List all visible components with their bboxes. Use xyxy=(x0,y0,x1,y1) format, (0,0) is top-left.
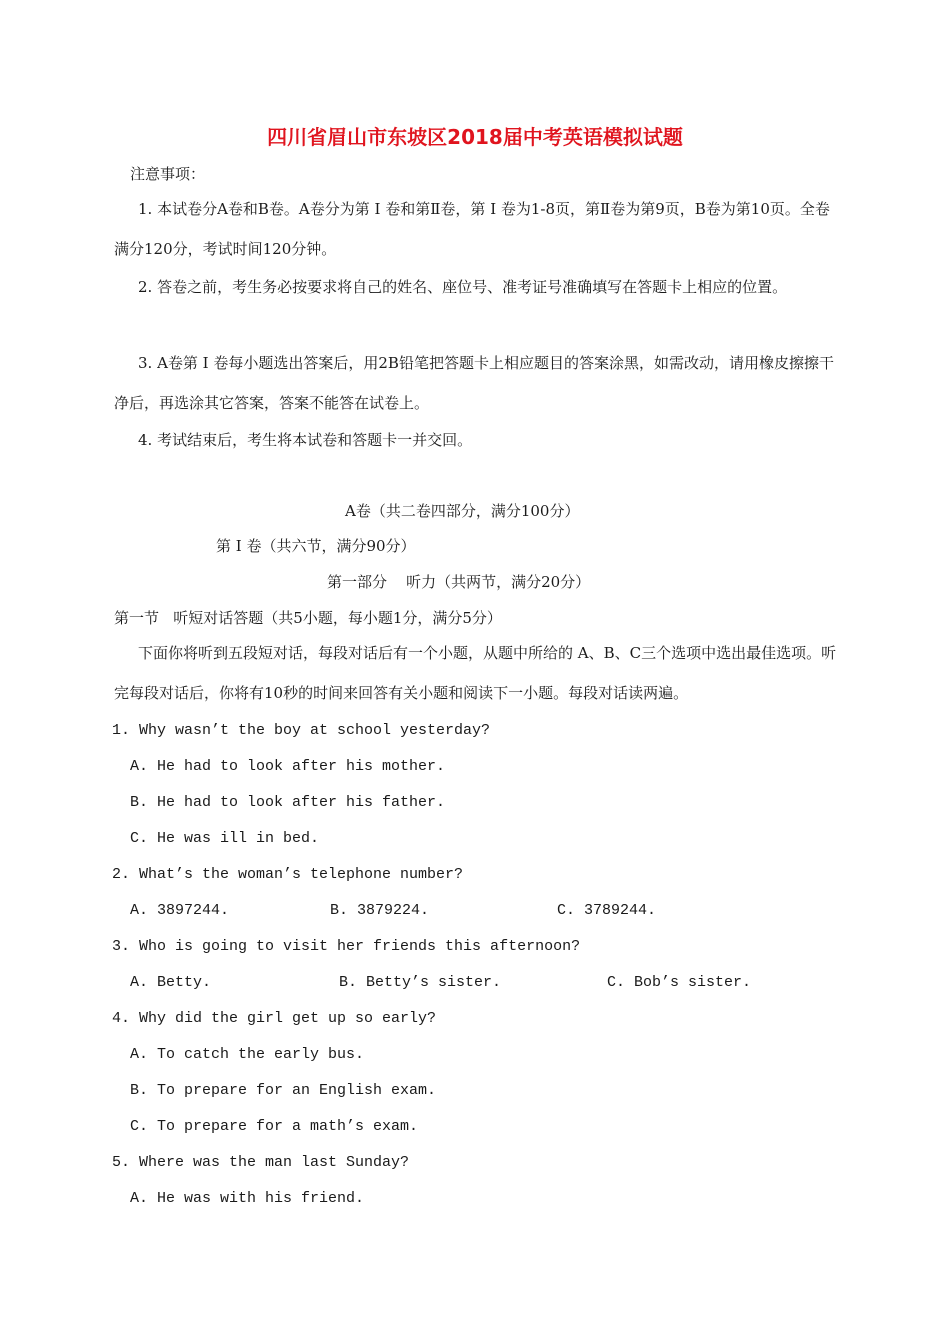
q3-option-b: B. Betty’s sister. xyxy=(339,974,502,991)
section-1-heading: 第一节 听短对话答题（共5小题，每小题1分，满分5分） xyxy=(114,609,502,627)
q1-option-c: C. He was ill in bed. xyxy=(130,830,320,847)
question-3: 3. Who is going to visit her friends this afternoon? xyxy=(112,938,581,955)
notice-heading: 注意事项： xyxy=(130,165,206,183)
q5-option-a: A. He was with his friend. xyxy=(130,1190,365,1207)
q4-option-c: C. To prepare for a math’s exam. xyxy=(130,1118,419,1135)
question-4: 4. Why did the girl get up so early? xyxy=(112,1010,437,1027)
q1-option-a: A. He had to look after his mother. xyxy=(130,758,446,775)
question-2: 2. What’s the woman’s telephone number? xyxy=(112,866,464,883)
q4-option-b: B. To prepare for an English exam. xyxy=(130,1082,437,1099)
question-1: 1. Why wasn’t the boy at school yesterday? xyxy=(112,722,491,739)
listening-instructions: 下面你将听到五段短对话，每段对话后有一个小题，从题中所给的 A、B、C三个选项中选出最佳选项。听完每段对话后，你将有10秒的时间来回答有关小题和阅读下一小题。每段对话读两遍。 xyxy=(114,644,837,702)
q1-option-b: B. He had to look after his father. xyxy=(130,794,446,811)
notice-item-1: 1. 本试卷分A卷和B卷。A卷分为第 Ⅰ 卷和第Ⅱ卷，第 Ⅰ 卷为1-8页，第Ⅱ卷为第9页，B卷为第10页。全卷满分120分，考试时间120分钟。 xyxy=(114,200,830,258)
q4-option-a: A. To catch the early bus. xyxy=(130,1046,365,1063)
section-a-heading: A卷（共二卷四部分，满分100分） xyxy=(345,502,580,520)
notice-item-2: 2. 答卷之前，考生务必按要求将自己的姓名、座位号、准考证号准确填写在答题卡上相应的位置。 xyxy=(138,278,788,296)
q2-option-c: C. 3789244. xyxy=(557,902,657,919)
page-title: 四川省眉山市东坡区2018届中考英语模拟试题 xyxy=(267,125,683,149)
q3-option-a: A. Betty. xyxy=(130,974,212,991)
q2-option-a: A. 3897244. xyxy=(130,902,230,919)
part-1-heading: 第一部分 听力（共两节，满分20分） xyxy=(327,573,591,591)
volume-1-heading: 第 Ⅰ 卷（共六节，满分90分） xyxy=(216,537,416,555)
q3-option-c: C. Bob’s sister. xyxy=(607,974,752,991)
notice-item-4: 4. 考试结束后，考生将本试卷和答题卡一并交回。 xyxy=(138,431,473,449)
question-5: 5. Where was the man last Sunday? xyxy=(112,1154,410,1171)
q2-option-b: B. 3879224. xyxy=(330,902,430,919)
notice-item-3: 3. A卷第 Ⅰ 卷每小题选出答案后，用2B铅笔把答题卡上相应题目的答案涂黑，如需改动，请用橡皮擦擦干净后，再选涂其它答案，答案不能答在试卷上。 xyxy=(114,354,834,412)
